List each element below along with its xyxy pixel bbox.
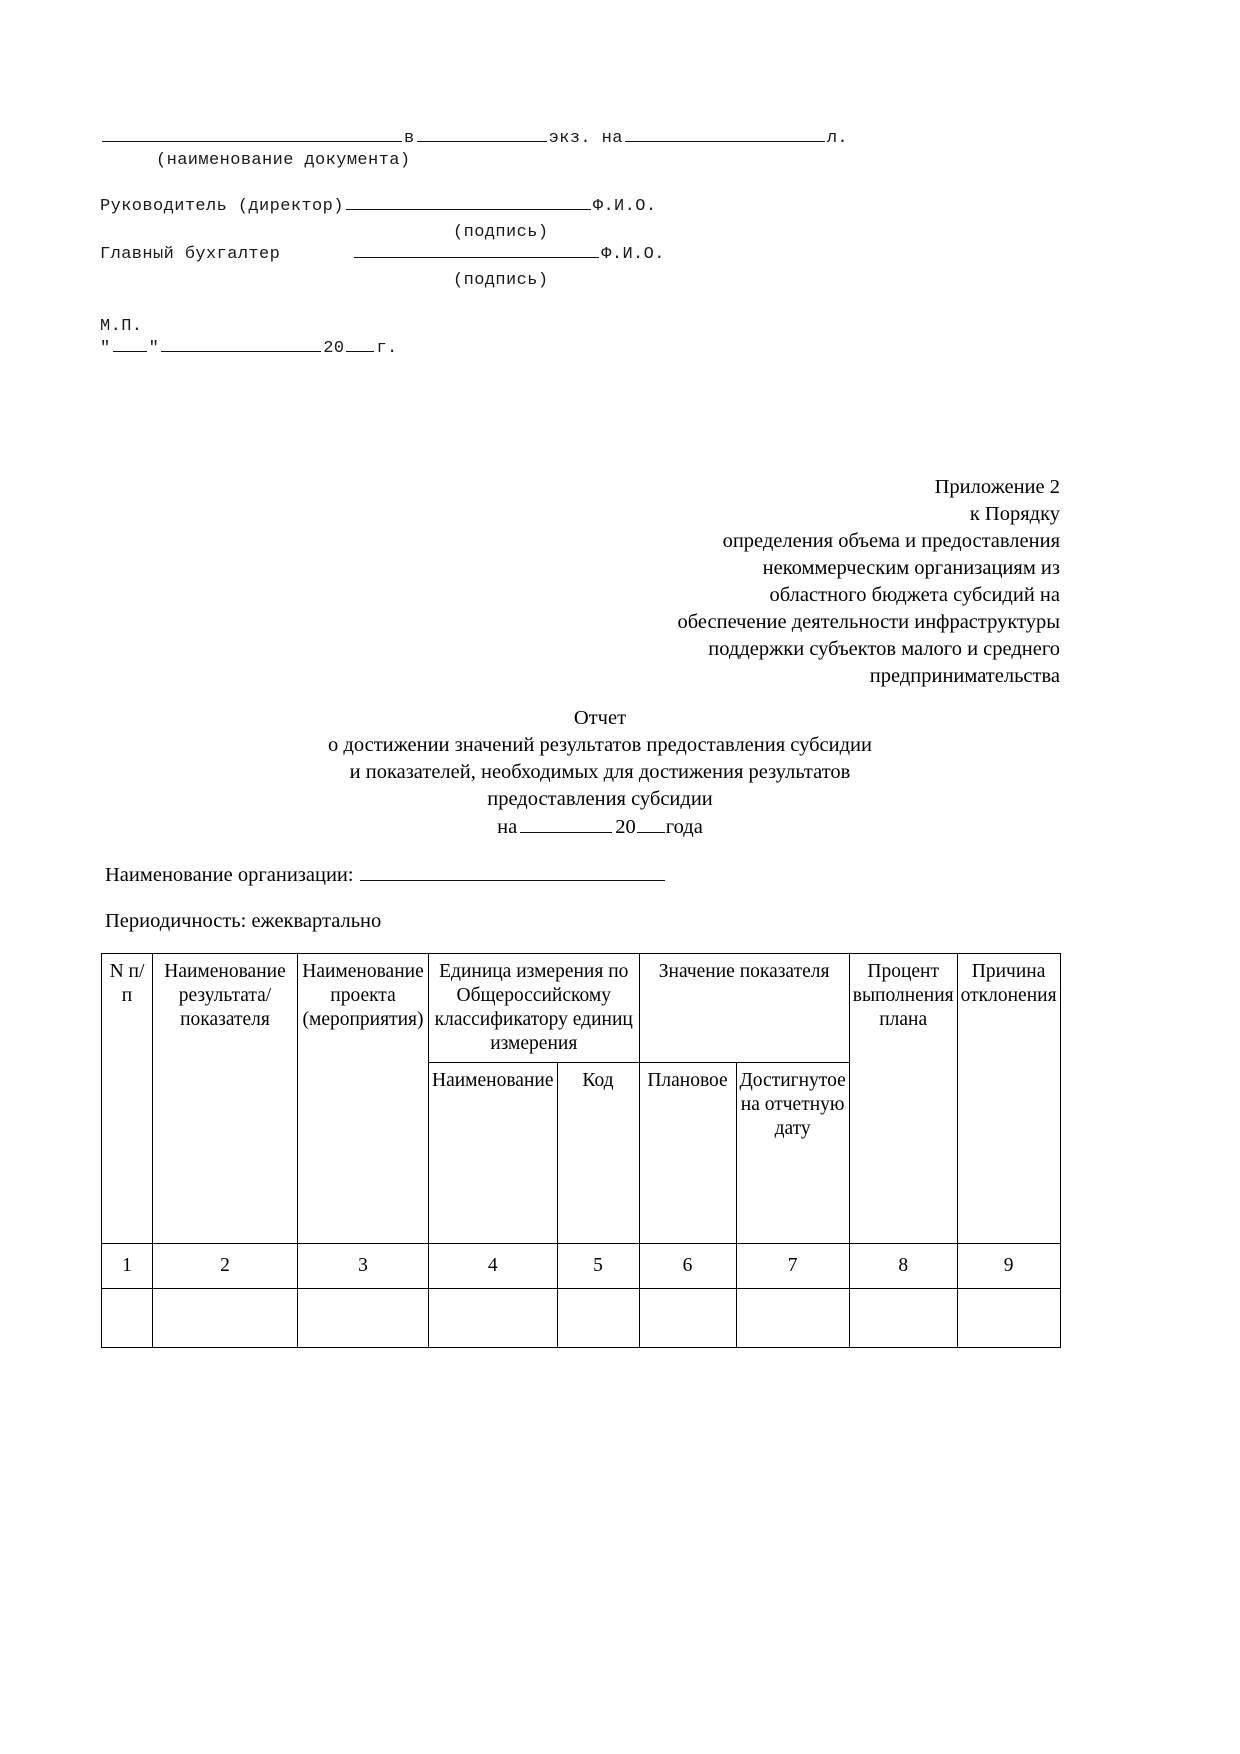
col-header-value-achieved: Достигнутое на отчетную дату (736, 1063, 849, 1244)
appendix-line-2: к Порядку (969, 503, 1060, 525)
director-signature-blank[interactable] (346, 196, 591, 210)
date-quote-close: " (148, 339, 160, 358)
sheets-label: л. (826, 129, 849, 148)
column-number-1: 1 (102, 1244, 153, 1289)
column-number-6: 6 (639, 1244, 736, 1289)
accountant-signature-caption: (подпись) (453, 271, 549, 290)
date-year-label: 20 (323, 339, 345, 358)
column-number-8: 8 (849, 1244, 957, 1289)
cell-value-plan[interactable] (639, 1289, 736, 1348)
document-name-in-label: в (404, 129, 415, 148)
date-month-blank[interactable] (161, 338, 321, 352)
title-subline-1: о достижении значений результатов предоставления субсидии (328, 734, 872, 756)
cell-unit-code[interactable] (557, 1289, 639, 1348)
column-number-2: 2 (153, 1244, 298, 1289)
table-body (102, 1244, 1061, 1348)
col-header-result-name: Наименование результата/показателя (153, 954, 298, 1244)
signature-block (100, 128, 1100, 360)
reporting-period-blank[interactable] (520, 818, 612, 833)
col-header-percent-plan: Процент выполнения плана (849, 954, 957, 1244)
reporting-period-suffix: года (665, 816, 703, 838)
column-number-3: 3 (298, 1244, 429, 1289)
cell-deviation-reason[interactable] (957, 1289, 1060, 1348)
reporting-period-line (100, 814, 1100, 841)
col-header-value-group: Значение показателя (639, 954, 849, 1063)
column-number-9: 9 (957, 1244, 1060, 1289)
appendix-line-7: поддержки субъектов малого и среднего (708, 638, 1060, 660)
title-subline-2: и показателей, необходимых для достижения результатов (349, 761, 851, 783)
cell-unit-name[interactable] (429, 1289, 558, 1348)
date-day-blank[interactable] (113, 338, 147, 352)
document-name-caption: (наименование документа) (156, 151, 411, 170)
document-name-line (100, 128, 1100, 150)
appendix-header (500, 474, 1060, 690)
organization-input[interactable] (360, 866, 665, 881)
col-header-unit-code: Код (557, 1063, 639, 1244)
table-header (102, 954, 1061, 1244)
seal-marker: М.П. (100, 317, 143, 336)
director-signature-caption: (подпись) (453, 223, 549, 242)
organization-field-row (105, 862, 665, 888)
col-header-project-name: Наименование проекта (мероприятия) (298, 954, 429, 1244)
column-number-5: 5 (557, 1244, 639, 1289)
spacer-1 (100, 172, 1100, 196)
periodicity-label: Периодичность: (105, 910, 247, 932)
appendix-line-1: Приложение 2 (934, 476, 1060, 498)
accountant-fio-label: Ф.И.О. (601, 245, 665, 264)
date-quote-open: " (100, 339, 111, 358)
table-row-column-numbers (102, 1244, 1061, 1289)
title-subline-3: предоставления субсидии (487, 788, 713, 810)
sheets-count-blank[interactable] (625, 128, 825, 142)
table-header-row-primary (102, 954, 1061, 1063)
accountant-signature-blank[interactable] (354, 244, 599, 258)
page-title: Отчет (573, 707, 627, 729)
appendix-line-8: предпринимательства (869, 665, 1060, 687)
column-number-4: 4 (429, 1244, 558, 1289)
col-header-unit-group: Единица измерения по Общероссийскому классификатору единиц измерения (429, 954, 640, 1063)
accountant-label: Главный бухгалтер (100, 245, 281, 264)
col-header-number: N п/п (102, 954, 153, 1244)
cell-number[interactable] (102, 1289, 153, 1348)
cell-project-name[interactable] (298, 1289, 429, 1348)
cell-value-achieved[interactable] (736, 1289, 849, 1348)
document-title-block (100, 705, 1100, 841)
periodicity-value: ежеквартально (251, 910, 382, 932)
director-fio-label: Ф.И.О. (592, 197, 657, 216)
reporting-period-prefix: на (497, 816, 518, 838)
director-label: Руководитель (директор) (100, 197, 344, 216)
reporting-period-year: 20 (615, 816, 636, 838)
date-line (100, 338, 1100, 360)
organization-label: Наименование организации: (105, 864, 354, 886)
col-header-unit-name: Наименование (429, 1063, 558, 1244)
column-number-7: 7 (736, 1244, 849, 1289)
document-name-blank[interactable] (102, 128, 402, 142)
cell-result-name[interactable] (153, 1289, 298, 1348)
periodicity-field-row (105, 908, 381, 934)
reporting-period-year-blank[interactable] (637, 818, 665, 833)
table-row[interactable] (102, 1289, 1061, 1348)
appendix-line-3: определения объема и предоставления (722, 530, 1060, 552)
col-header-deviation-reason: Причина отклонения (957, 954, 1060, 1244)
copies-count-blank[interactable] (417, 128, 547, 142)
spacer-2 (100, 292, 1100, 316)
accountant-line (100, 244, 1100, 270)
date-suffix-label: г. (376, 339, 398, 358)
copies-label: экз. на (548, 129, 623, 148)
appendix-line-6: обеспечение деятельности инфраструктуры (677, 611, 1060, 633)
date-year-blank[interactable] (346, 338, 374, 352)
appendix-line-5: областного бюджета субсидий на (769, 584, 1060, 606)
cell-percent-plan[interactable] (849, 1289, 957, 1348)
indicators-table (101, 953, 1061, 1348)
col-header-value-plan: Плановое (639, 1063, 736, 1244)
appendix-line-4: некоммерческим организациям из (762, 557, 1060, 579)
director-line (100, 196, 1100, 222)
